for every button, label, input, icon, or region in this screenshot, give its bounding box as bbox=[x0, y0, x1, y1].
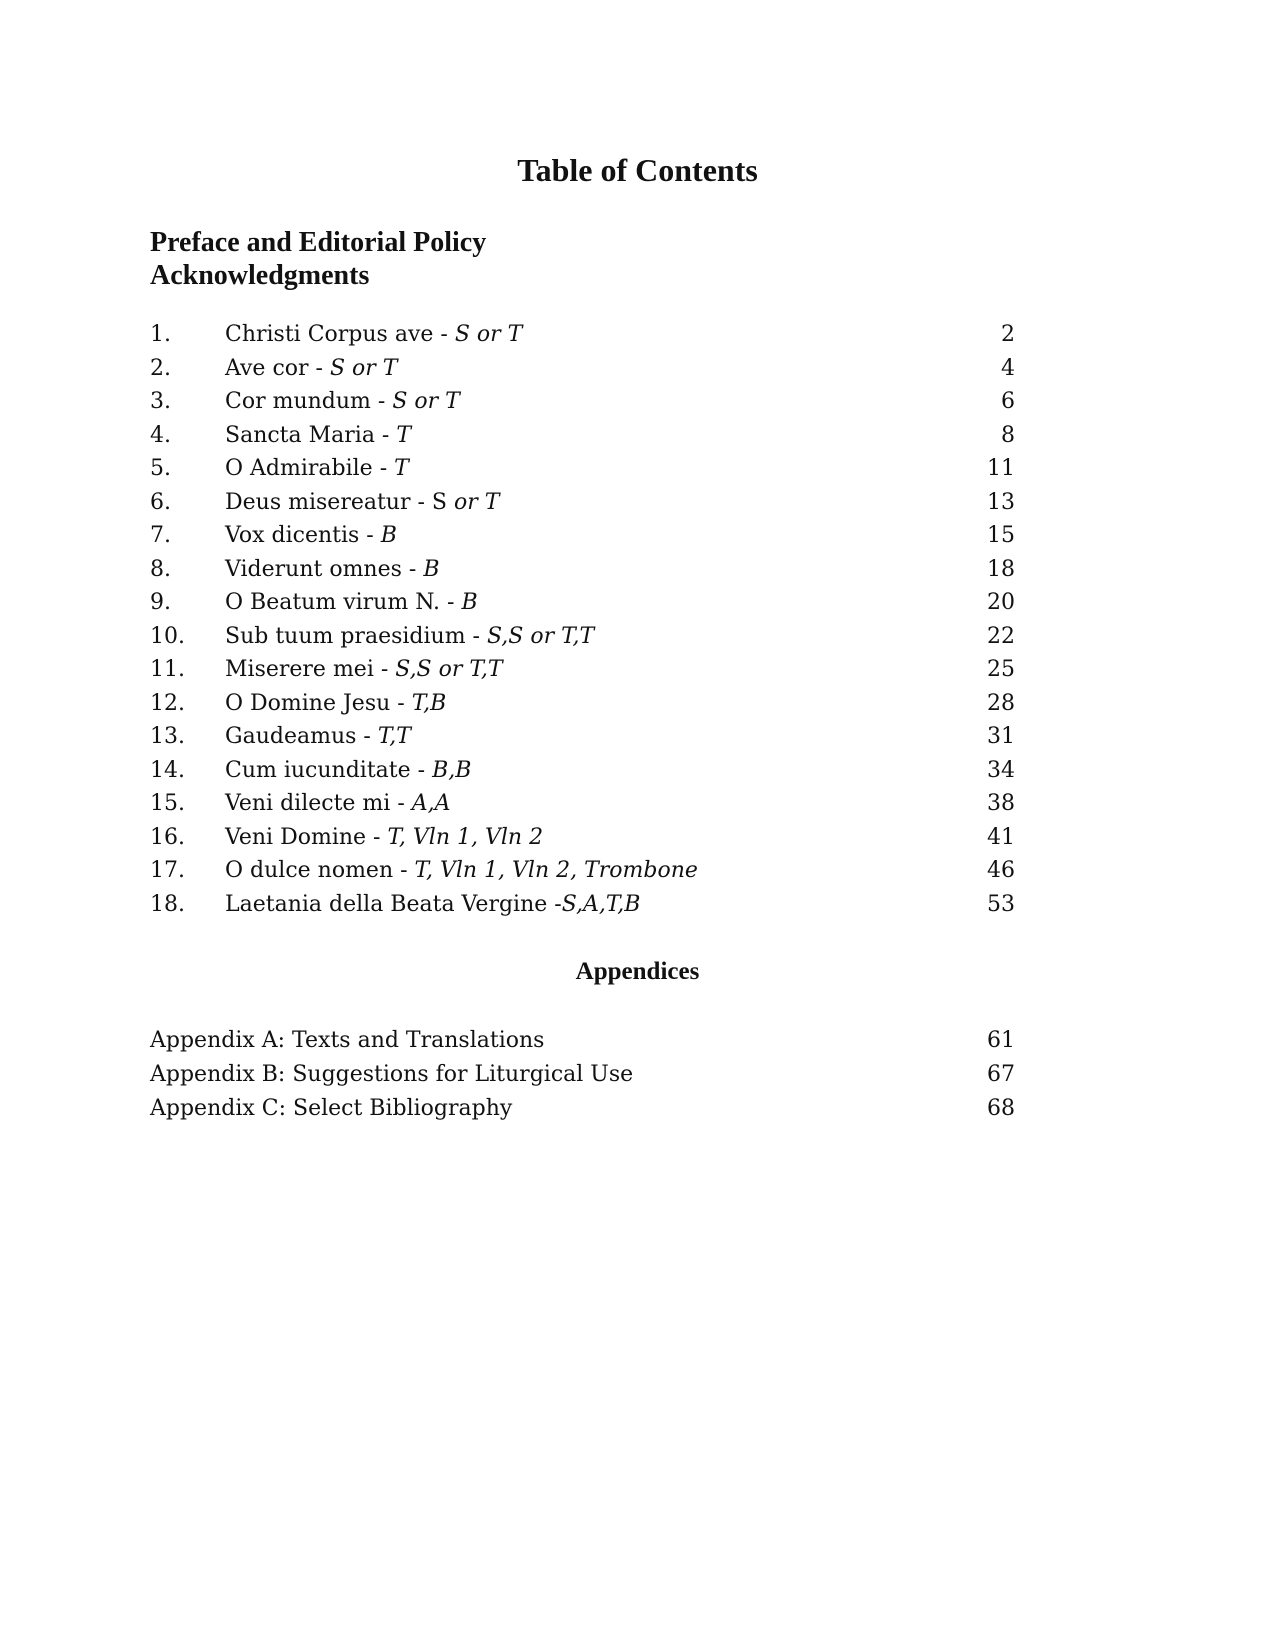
toc-entry-text bbox=[225, 352, 397, 386]
toc-entry-text bbox=[225, 385, 460, 419]
toc-entry-voicing: S or T bbox=[329, 355, 398, 381]
toc-entry-text bbox=[225, 452, 409, 486]
appendix-entry bbox=[150, 1058, 1015, 1092]
toc-entry-title: Deus misereatur - S bbox=[225, 489, 454, 515]
toc-entry-number: 9. bbox=[150, 590, 171, 615]
toc-entry-page: 46 bbox=[987, 858, 1015, 883]
toc-entry-title: Ave cor - bbox=[225, 355, 330, 381]
appendix-page: 61 bbox=[987, 1028, 1015, 1053]
toc-entry bbox=[150, 754, 1015, 788]
toc-entry-page: 34 bbox=[987, 757, 1015, 783]
toc-entry-text bbox=[225, 419, 411, 453]
toc-entry-page: 38 bbox=[987, 791, 1015, 816]
toc-entry-number: 1. bbox=[150, 322, 171, 347]
toc-entry-number: 6. bbox=[150, 489, 171, 515]
toc-entry-title: Gaudeamus - bbox=[225, 724, 378, 749]
toc-entry bbox=[150, 720, 1015, 754]
toc-entry-text bbox=[225, 854, 698, 888]
toc-entry-text bbox=[225, 720, 411, 754]
toc-entry-number: 8. bbox=[150, 556, 171, 582]
toc-entry-title: Viderunt omnes - bbox=[225, 556, 424, 582]
appendix-page: 68 bbox=[987, 1096, 1015, 1121]
toc-entry bbox=[150, 419, 1015, 453]
toc-entry-number: 2. bbox=[150, 355, 171, 381]
toc-entry-page: 11 bbox=[987, 456, 1015, 481]
toc-entry-title: O Domine Jesu - bbox=[225, 690, 412, 716]
appendix-label: Appendix A: Texts and Translations bbox=[150, 1028, 545, 1053]
toc-entry-voicing: T, Vln 1, Vln 2, Trombone bbox=[414, 858, 698, 883]
toc-entry-voicing: T,B bbox=[411, 690, 447, 716]
toc-entry bbox=[150, 787, 1015, 821]
toc-entry-number: 16. bbox=[150, 824, 185, 850]
toc-entry bbox=[150, 586, 1015, 620]
toc-entry-number: 11. bbox=[150, 657, 185, 682]
toc-entry-text bbox=[225, 486, 499, 520]
toc-entry-title: Christi Corpus ave - bbox=[225, 322, 455, 347]
toc-entry-number: 17. bbox=[150, 858, 185, 883]
toc-entry bbox=[150, 888, 1015, 922]
toc-entry-voicing: B bbox=[380, 523, 397, 548]
toc-entry bbox=[150, 653, 1015, 687]
toc-entry bbox=[150, 318, 1015, 352]
toc-entry bbox=[150, 821, 1015, 855]
toc-entry-text bbox=[225, 821, 543, 855]
toc-entry bbox=[150, 687, 1015, 721]
toc-entry-page: 53 bbox=[987, 891, 1015, 917]
toc-entry-text bbox=[225, 888, 640, 922]
toc-entry bbox=[150, 452, 1015, 486]
toc-entry-text bbox=[225, 553, 440, 587]
toc-entry-title: Cum iucunditate - bbox=[225, 757, 433, 783]
appendix-entry bbox=[150, 1092, 1015, 1126]
toc-entry-title: O Admirabile - bbox=[225, 456, 395, 481]
toc-entry-text bbox=[225, 787, 451, 821]
appendix-page: 67 bbox=[987, 1062, 1015, 1087]
toc-entry-number: 4. bbox=[150, 422, 171, 448]
toc-entry-voicing: S or T bbox=[454, 322, 523, 347]
toc-entry-voicing: A,A bbox=[411, 791, 451, 816]
toc-entry-text bbox=[225, 620, 594, 654]
toc-entry-page: 41 bbox=[987, 824, 1015, 850]
toc-entry-number: 15. bbox=[150, 791, 185, 816]
toc-entry-page: 31 bbox=[987, 724, 1015, 749]
toc-entry-voicing: T bbox=[394, 456, 409, 481]
toc-entry-text bbox=[225, 318, 522, 352]
toc-entry-title: Vox dicentis - bbox=[225, 523, 381, 548]
toc-entry-text bbox=[225, 754, 471, 788]
toc-entry-title: O dulce nomen - bbox=[225, 858, 415, 883]
appendices-heading: Appendices bbox=[575, 958, 700, 985]
toc-entry-number: 13. bbox=[150, 724, 185, 749]
toc-entry-number: 14. bbox=[150, 757, 185, 783]
toc-entry-title: Laetania della Beata Vergine - bbox=[225, 891, 562, 917]
toc-entry-number: 5. bbox=[150, 456, 171, 481]
toc-entry-title: Cor mundum - bbox=[225, 389, 393, 414]
toc-entry-page: 18 bbox=[987, 556, 1015, 582]
toc-entry-page: 13 bbox=[987, 489, 1015, 515]
toc-entry-title: Veni dilecte mi - bbox=[225, 791, 412, 816]
toc-entry-page: 28 bbox=[987, 690, 1015, 716]
toc-entry-page: 15 bbox=[987, 523, 1015, 548]
toc-entry-voicing: B bbox=[461, 590, 478, 615]
toc-entry bbox=[150, 620, 1015, 654]
toc-entry-number: 10. bbox=[150, 623, 185, 649]
toc-entry-text bbox=[225, 519, 397, 553]
toc-entry-title: Sub tuum praesidium - bbox=[225, 623, 487, 649]
appendices-list bbox=[150, 1024, 1015, 1126]
toc-entry-page: 22 bbox=[987, 623, 1015, 649]
toc-entry-voicing: or T bbox=[453, 489, 500, 515]
toc-entry-text bbox=[225, 653, 503, 687]
toc-entry bbox=[150, 352, 1015, 386]
toc-list bbox=[150, 318, 1015, 921]
toc-entry-text bbox=[225, 687, 446, 721]
toc-entry-page: 4 bbox=[1001, 355, 1015, 381]
toc-entry bbox=[150, 385, 1015, 419]
appendix-entry bbox=[150, 1024, 1015, 1058]
toc-entry-voicing: T,T bbox=[377, 724, 411, 749]
toc-entry-voicing: T, Vln 1, Vln 2 bbox=[387, 824, 544, 850]
toc-entry-number: 3. bbox=[150, 389, 171, 414]
appendix-label: Appendix C: Select Bibliography bbox=[150, 1096, 513, 1121]
toc-entry bbox=[150, 854, 1015, 888]
appendix-label: Appendix B: Suggestions for Liturgical Use bbox=[150, 1062, 634, 1087]
toc-entry bbox=[150, 486, 1015, 520]
toc-entry-page: 2 bbox=[1001, 322, 1015, 347]
toc-entry bbox=[150, 553, 1015, 587]
toc-entry-title: Veni Domine - bbox=[225, 824, 388, 850]
front-matter-preface: Preface and Editorial Policy bbox=[150, 227, 487, 258]
toc-entry-voicing: B,B bbox=[432, 757, 472, 783]
page-title: Table of Contents bbox=[517, 152, 758, 188]
toc-entry-text bbox=[225, 586, 478, 620]
toc-entry-voicing: S,S or T,T bbox=[395, 657, 503, 682]
toc-entry-voicing: S,A,T,B bbox=[561, 891, 641, 917]
toc-entry-page: 8 bbox=[1001, 422, 1015, 448]
toc-entry-number: 7. bbox=[150, 523, 171, 548]
toc-entry-voicing: S or T bbox=[392, 389, 460, 414]
toc-entry-page: 25 bbox=[987, 657, 1015, 682]
toc-entry-title: Sancta Maria - bbox=[225, 422, 397, 448]
toc-entry-title: Miserere mei - bbox=[225, 657, 396, 682]
toc-entry-number: 12. bbox=[150, 690, 185, 716]
toc-entry-number: 18. bbox=[150, 891, 185, 917]
front-matter-acknowledgments: Acknowledgments bbox=[150, 260, 370, 291]
toc-entry-page: 20 bbox=[987, 590, 1015, 615]
toc-entry-title: O Beatum virum N. - bbox=[225, 590, 462, 615]
toc-entry-voicing: S,S or T,T bbox=[486, 623, 595, 649]
toc-entry bbox=[150, 519, 1015, 553]
toc-entry-voicing: B bbox=[423, 556, 440, 582]
toc-entry-voicing: T bbox=[396, 422, 412, 448]
front-matter bbox=[150, 226, 486, 292]
toc-entry-page: 6 bbox=[1001, 389, 1015, 414]
